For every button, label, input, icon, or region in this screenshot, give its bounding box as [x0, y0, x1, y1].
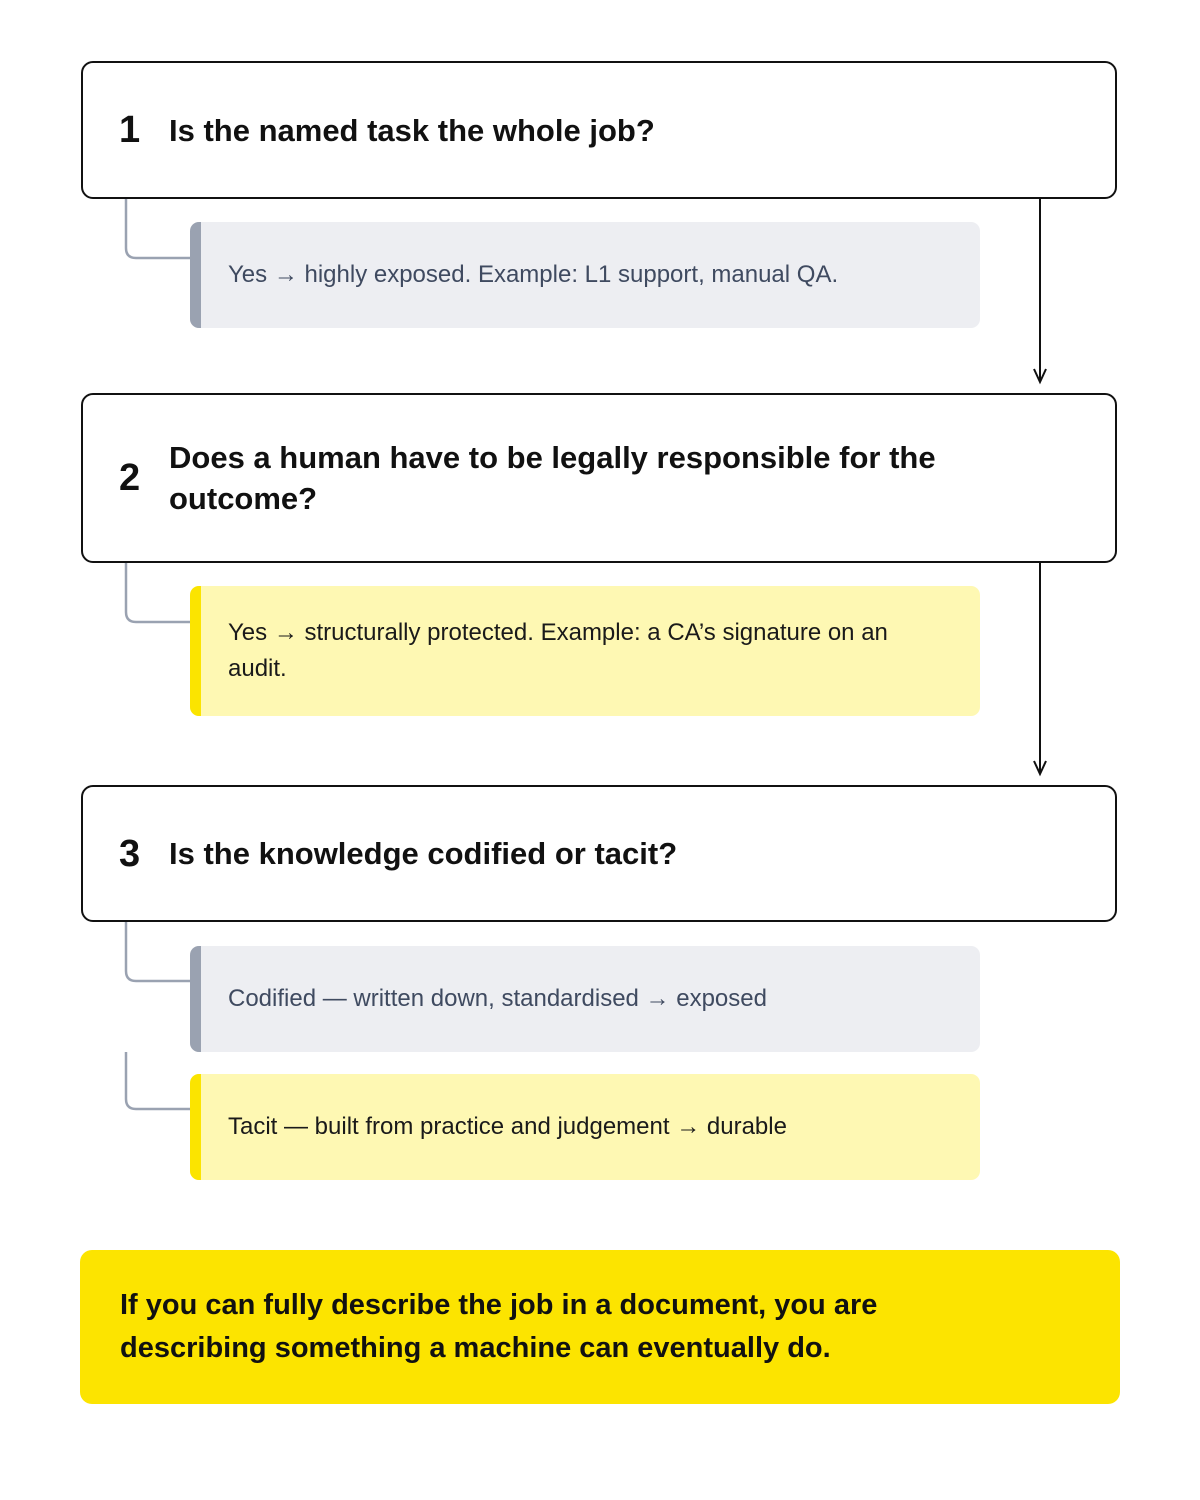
conclusion-text: If you can fully describe the job in a document, you are describing something a machine can eventually do. — [120, 1289, 878, 1364]
answer-text: Codified — written down, standardised → exposed — [228, 985, 767, 1012]
branch-connector-q2 — [126, 563, 190, 622]
branch-connector-q3-tacit — [126, 1052, 190, 1109]
conclusion-callout — [80, 1250, 1120, 1404]
question-text: Is the knowledge codified or tacit? — [169, 836, 678, 871]
question-number: 1 — [119, 109, 141, 151]
question-text: Is the named task the whole job? — [169, 112, 655, 148]
question-text: Does a human have to be legally responsible for the outcome? — [169, 440, 936, 516]
answer-q3-codified — [190, 946, 980, 1052]
answer-text: Yes → structurally protected. Example: a CA’s signature on an audit. — [228, 619, 888, 682]
branch-connector-q1 — [126, 199, 190, 258]
question-box-2 — [81, 393, 1117, 563]
answer-text: Tacit — built from practice and judgement → durable — [228, 1113, 787, 1140]
answer-q1-yes — [190, 222, 980, 328]
question-box-3 — [81, 785, 1117, 922]
question-number: 2 — [119, 457, 141, 499]
question-number: 3 — [119, 832, 141, 875]
answer-text: Yes → highly exposed. Example: L1 support, manual QA. — [228, 261, 839, 288]
question-box-1 — [81, 61, 1117, 199]
answer-q2-yes — [190, 586, 980, 716]
branch-connector-q3-codified — [126, 922, 190, 981]
answer-q3-tacit — [190, 1074, 980, 1180]
